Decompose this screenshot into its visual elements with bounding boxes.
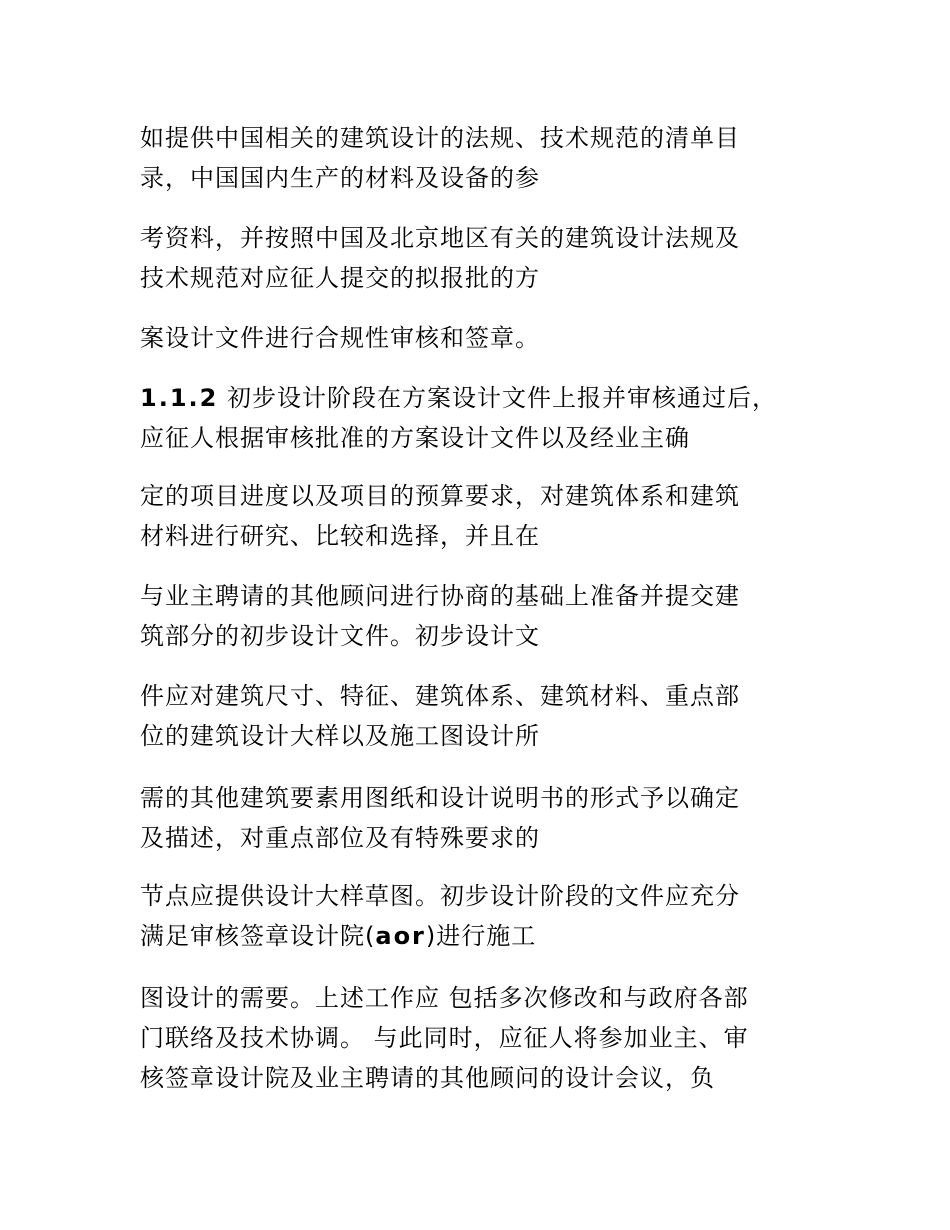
paragraph-3 xyxy=(140,318,820,358)
text-line: 案设计文件进行合规性审核和签章。 xyxy=(140,324,540,352)
text-line: 核签章设计院及业主聘请的其他顾问的设计会议，负 xyxy=(140,1064,715,1092)
text-line: 材料进行研究、比较和选择，并且在 xyxy=(140,522,540,550)
paragraph-7 xyxy=(140,676,820,756)
paragraph-5 xyxy=(140,476,820,556)
text-line: 节点应提供设计大样草图。初步设计阶段的文件应充分 xyxy=(140,882,740,910)
paragraph-1 xyxy=(140,118,820,198)
paragraph-2 xyxy=(140,218,820,298)
text-line: 技术规范对应征人提交的拟报批的方 xyxy=(140,264,540,292)
aor-abbreviation: aor xyxy=(375,922,426,950)
text-line: 筑部分的初步设计文件。初步设计文 xyxy=(140,622,540,650)
text-line-with-abbreviation xyxy=(140,916,820,956)
text-line: 录，中国国内生产的材料及设备的参 xyxy=(140,164,540,192)
text-line: 定的项目进度以及项目的预算要求，对建筑体系和建筑 xyxy=(140,482,740,510)
text-line: 件应对建筑尺寸、特征、建筑体系、建筑材料、重点部 xyxy=(140,682,740,710)
text-line: 与业主聘请的其他顾问进行协商的基础上准备并提交建 xyxy=(140,582,740,610)
text-line: 位的建筑设计大样以及施工图设计所 xyxy=(140,722,540,750)
paragraph-8 xyxy=(140,778,820,858)
text-segment: )进行施工 xyxy=(425,922,537,950)
section-heading-line xyxy=(140,378,820,418)
text-line: 考资料，并按照中国及北京地区有关的建筑设计法规及 xyxy=(140,224,740,252)
paragraph-10 xyxy=(140,978,820,1098)
paragraph-6 xyxy=(140,576,820,656)
paragraph-section-1-1-2 xyxy=(140,378,820,458)
text-line: 及描述，对重点部位及有特殊要求的 xyxy=(140,824,540,852)
text-segment: 满足审核签章设计院( xyxy=(140,922,376,950)
text-line: 如提供中国相关的建筑设计的法规、技术规范的清单目 xyxy=(140,124,740,152)
text-line: 应征人根据审核批准的方案设计文件以及经业主确 xyxy=(140,424,690,452)
section-heading-text: 初步设计阶段在方案设计文件上报并审核通过后， xyxy=(218,384,777,412)
text-line: 需的其他建筑要素用图纸和设计说明书的形式予以确定 xyxy=(140,784,740,812)
paragraph-9 xyxy=(140,876,820,956)
text-line: 门联络及技术协调。 与此同时，应征人将参加业主、审 xyxy=(140,1024,749,1052)
section-number: 1.1.2 xyxy=(140,384,219,412)
text-line: 图设计的需要。上述工作应 包括多次修改和与政府各部 xyxy=(140,984,749,1012)
